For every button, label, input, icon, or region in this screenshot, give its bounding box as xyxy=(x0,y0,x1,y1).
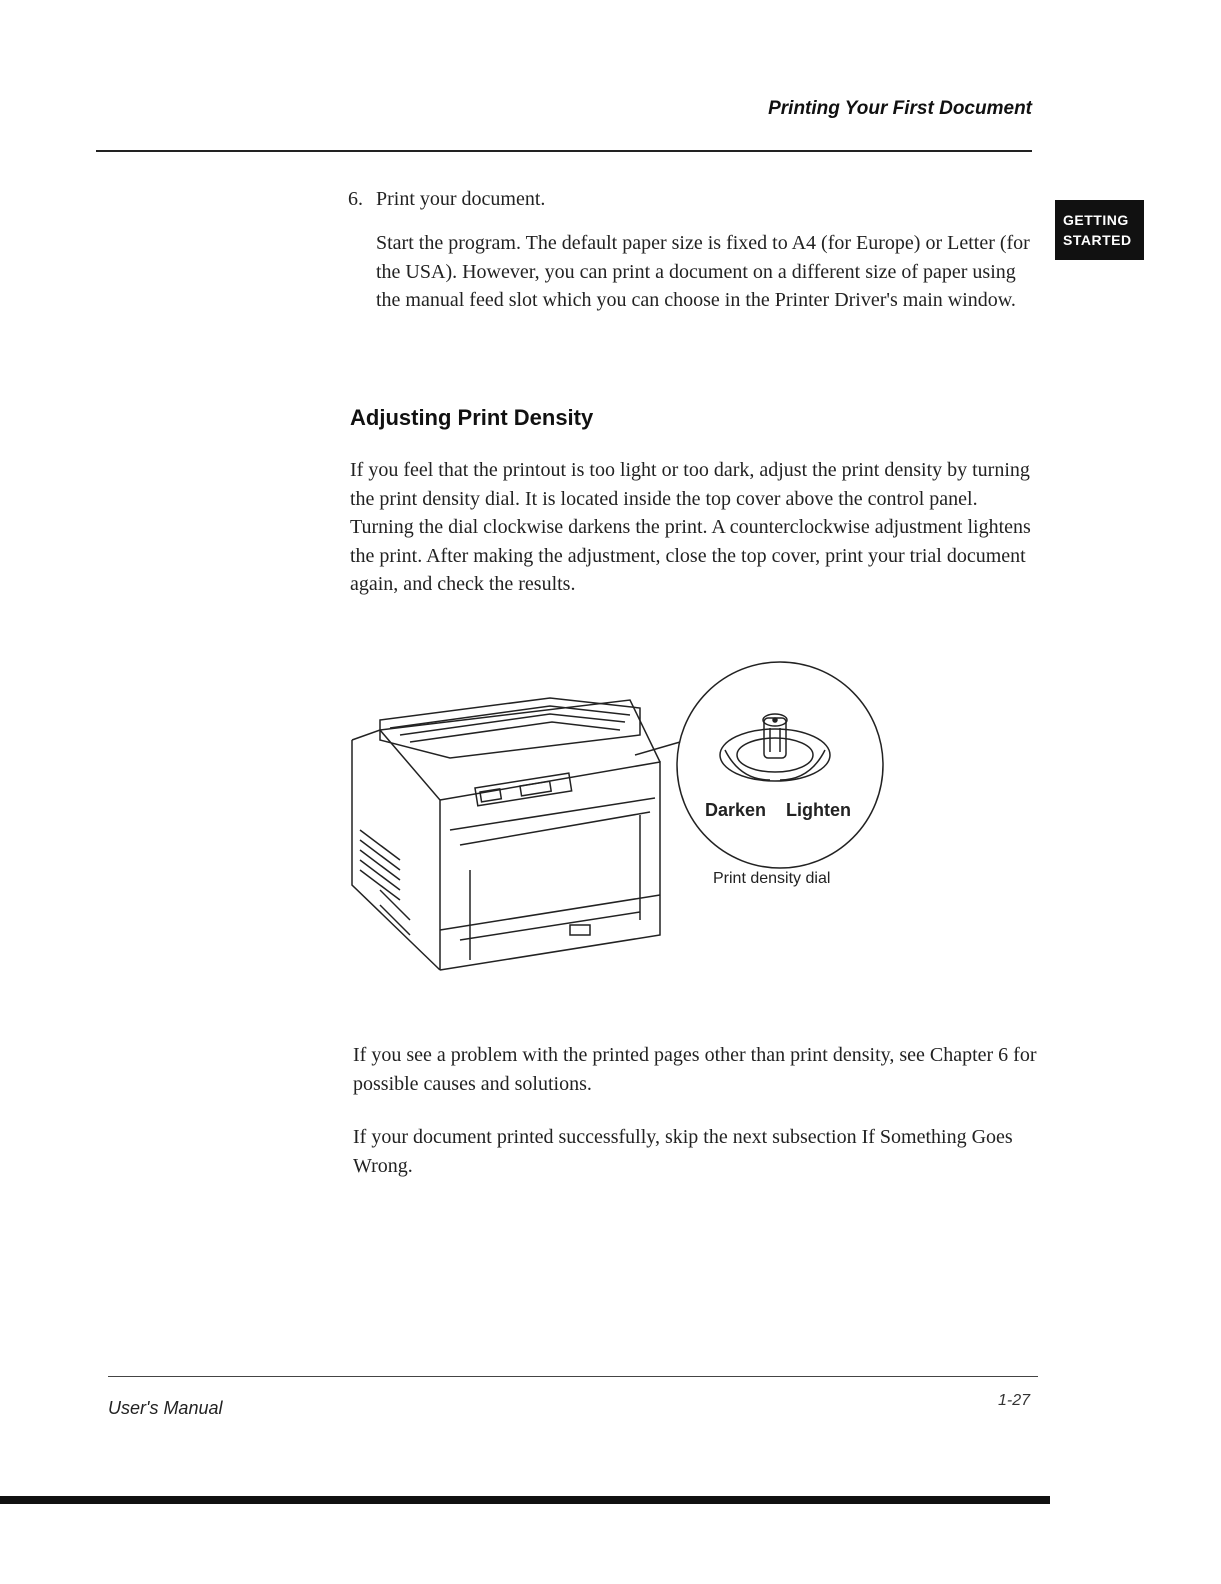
dial-callout xyxy=(677,662,883,868)
step-title: Print your document. xyxy=(376,188,546,210)
figure-caption: Print density dial xyxy=(713,870,831,887)
header-rule xyxy=(96,150,1032,152)
section-side-tab xyxy=(1055,200,1144,260)
step-body-paragraph: Start the program. The default paper size is fixed to A4 (for Europe) or Letter (for the USA). However, you can print a document on a different size of paper using the manual feed slot which you can choose in the Printer Driver's main window. xyxy=(376,232,1030,311)
closing-paragraph-1: If you see a problem with the printed pages other than print density, see Chapter 6 for possible causes and solutions. xyxy=(353,1044,1037,1095)
step-heading xyxy=(348,188,545,211)
page-number: 1-27 xyxy=(997,1392,1030,1409)
footer-heavy-rule xyxy=(0,1496,1050,1504)
side-tab-line1: GETTING xyxy=(1063,212,1129,228)
printer-body-front xyxy=(440,762,660,970)
section-heading: Adjusting Print Density xyxy=(350,405,594,430)
running-header-title: Printing Your First Document xyxy=(768,98,1032,119)
section-body-paragraph: If you feel that the printout is too light or too dark, adjust the print density by turning the print density dial. It is located inside the top cover above the control panel. Turning the dial clockwise darkens the print. A counterclockwise adjustment lightens the print. After making the adjustment, close the top cover, print your trial document again, and check the results. xyxy=(350,459,1031,595)
lighten-label: Lighten xyxy=(786,800,851,820)
step-number: 6. xyxy=(348,188,363,210)
footer-rule xyxy=(108,1376,1038,1377)
closing-paragraph-2: If your document printed successfully, skip the next subsection If Something Goes Wrong. xyxy=(353,1126,1013,1177)
printer-body-left xyxy=(352,730,440,970)
footer-manual-title: User's Manual xyxy=(108,1398,223,1418)
side-tab-line2: STARTED xyxy=(1063,232,1132,248)
darken-label: Darken xyxy=(705,800,767,820)
